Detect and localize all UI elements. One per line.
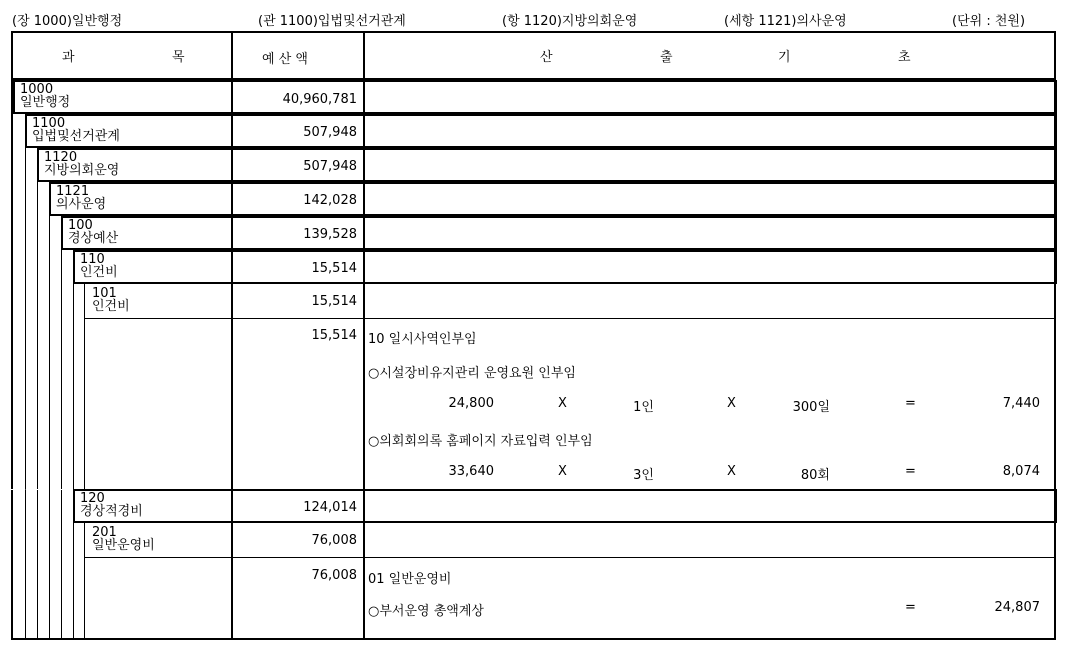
subitem-label: (세항 1121)의사운영 (724, 14, 847, 29)
detail2-title: 01 일반운영비 (368, 572, 452, 587)
detail1-calc1-people: 1인 (633, 400, 654, 415)
row-name-100: 경상예산 (68, 231, 119, 246)
col-header-subject-a: 과 (62, 50, 75, 65)
row-amount-120: 124,014 (303, 500, 357, 515)
detail1-calc1-days: 300일 (792, 400, 830, 415)
detail2-result: 24,807 (994, 600, 1040, 615)
row-amount-100: 139,528 (303, 227, 357, 242)
row-box-1100 (25, 114, 1057, 148)
row-box-1120 (37, 148, 1057, 182)
detail1-item2: ○의회회의록 홈페이지 자료입력 인부임 (368, 434, 593, 449)
detail1-calc1-eq: = (905, 396, 916, 411)
row-amount-1121: 142,028 (303, 193, 357, 208)
unit-label: (단위 : 천원) (952, 14, 1026, 29)
indent-line-5 (73, 250, 74, 640)
col-header-basis-b: 출 (660, 50, 673, 65)
col-header-basis-c: 기 (778, 50, 791, 65)
gap-mark (11, 489, 73, 490)
row-box-100 (61, 216, 1057, 250)
row-name-1000: 일반행정 (20, 95, 71, 110)
row-code-100: 100 (68, 218, 93, 233)
row-amount-1100: 507,948 (303, 125, 357, 140)
row-name-1120: 지방의회운영 (44, 163, 120, 178)
detail1-calc1-x1: X (558, 396, 567, 411)
row-box-1000 (13, 80, 1057, 114)
row-code-120: 120 (80, 491, 105, 506)
section-label: (관 1100)입법및선거관계 (258, 14, 406, 29)
row-box-120 (73, 489, 1057, 523)
row-amount-101: 15,514 (311, 294, 357, 309)
row-name-110: 인건비 (80, 265, 118, 280)
indent-line-6 (84, 284, 85, 489)
detail1-calc1-result: 7,440 (1002, 396, 1040, 411)
col-header-basis-d: 초 (898, 50, 911, 65)
row-name-1100: 입법및선거관계 (32, 129, 120, 144)
row-code-1000: 1000 (20, 82, 54, 97)
detail1-calc2-price: 33,640 (448, 464, 494, 479)
row-amount-1120: 507,948 (303, 159, 357, 174)
row-code-101: 101 (92, 286, 117, 301)
detail1-calc2-result: 8,074 (1002, 464, 1040, 479)
detail1-calc2-eq: = (905, 464, 916, 479)
detail1-amount: 15,514 (311, 328, 357, 343)
row-amount-110: 15,514 (311, 261, 357, 276)
row-name-101: 인건비 (92, 299, 130, 314)
row-name-1121: 의사운영 (56, 197, 107, 212)
detail1-title: 10 일시사역인부임 (368, 332, 477, 347)
detail1-calc2-people: 3인 (633, 468, 654, 483)
row-box-110 (73, 250, 1057, 284)
detail1-calc2-x1: X (558, 464, 567, 479)
chapter-label: (장 1000)일반행정 (12, 14, 123, 29)
detail2-eq: = (905, 600, 916, 615)
detail2-amount: 76,008 (311, 568, 357, 583)
row-amount-1000: 40,960,781 (282, 92, 357, 107)
row-code-1120: 1120 (44, 150, 78, 165)
row-name-120: 경상적경비 (80, 504, 143, 519)
row-code-1100: 1100 (32, 116, 66, 131)
row-divider-201 (84, 557, 1056, 558)
detail1-calc2-x2: X (727, 464, 736, 479)
row-code-110: 110 (80, 252, 105, 267)
indent-line-7 (84, 523, 85, 640)
row-box-1121 (49, 182, 1057, 216)
item-label: (항 1120)지방의회운영 (502, 14, 638, 29)
col-header-basis-a: 산 (540, 50, 553, 65)
row-amount-201: 76,008 (311, 533, 357, 548)
indent-line-3 (49, 182, 50, 640)
row-code-201: 201 (92, 525, 117, 540)
col-header-budget: 예 산 액 (262, 52, 308, 67)
row-name-201: 일반운영비 (92, 538, 155, 553)
indent-line-1 (25, 114, 26, 640)
row-divider-101 (84, 318, 1056, 319)
row-code-1121: 1121 (56, 184, 90, 199)
detail1-calc1-x2: X (727, 396, 736, 411)
detail1-item1: ○시설장비유지관리 운영요원 인부임 (368, 366, 576, 381)
indent-line-4 (61, 216, 62, 640)
detail2-item1: ○부서운영 총액계상 (368, 604, 484, 619)
col-header-subject-b: 목 (172, 50, 185, 65)
indent-line-2 (37, 148, 38, 640)
detail1-calc1-price: 24,800 (448, 396, 494, 411)
detail1-calc2-times: 80회 (800, 468, 830, 483)
